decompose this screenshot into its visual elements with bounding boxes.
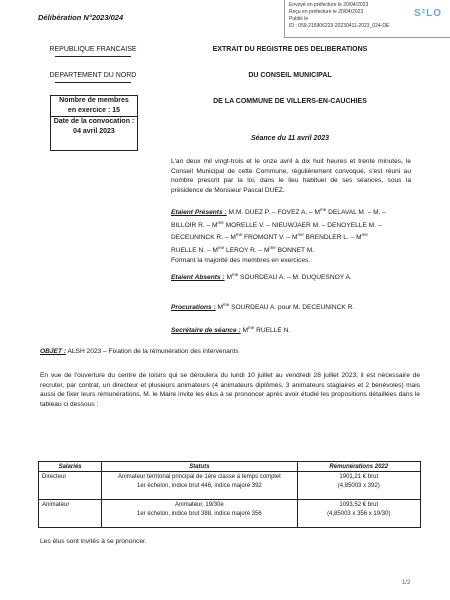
presents-majorite: Formant la majorité des membres en exercices. xyxy=(171,256,311,264)
objet-label: OBJET : xyxy=(40,348,67,355)
intro-paragraph: L'an deux mil vingt-trois et le onze avril à dix huit heures et trente minutes, le Conseil Municipal de cette Commune, régulièrement convoqué, s'est réuni au nombre prescrit par la loi, dans le lieu habituel de ses séances, sous la présidence de Monsieur Pascal DUEZ. xyxy=(171,158,411,194)
body-paragraph: En vue de l'ouverture du centre de loisirs qui se déroulera du lundi 10 juillet au vendredi 28 juillet 2023, il est nécessaire de recruter, par contrat, un directeur et plusieurs animateurs (4 animateurs diplômés, 3 animateurs stagiaires et 2 bénévoles) mais aussi de fixer leurs rémunérations. M. le Maire invite les élus à se prononcer après avoir étudié les propositions détaillées dans le tableau ci dessous : xyxy=(40,372,420,408)
s2lo-logo: S²LO xyxy=(414,8,442,19)
procurations-line: Procurations : $M^{me}$ SOURDEAU A. pour M. DECEUNINCK R. xyxy=(171,302,355,312)
seance-date: Séance du 11 avril 2023 xyxy=(250,135,330,142)
page-number: 1/2 xyxy=(402,580,411,586)
remuneration-cell: 1093,52 € brut (4,85003 x 356 x 19/30) xyxy=(297,500,420,528)
departement-label: DEPARTEMENT DU NORD xyxy=(49,72,137,79)
presents-line: DECEUNINCK R. – M xyxy=(171,234,236,242)
procurations-label: Procurations : xyxy=(171,304,216,312)
absents-label: Etaient Absents : xyxy=(171,274,225,282)
table-header: Rémunérations 2022 xyxy=(297,462,420,472)
membres-label: Nombre de membres xyxy=(59,97,129,104)
stamp-line: Publié le xyxy=(289,16,309,22)
statut-cell: Animateur, 19/30e 1er échelon, indice brut 388, indice majoré 356 xyxy=(102,500,297,528)
convocation-date: 04 avril 2023 xyxy=(73,128,115,135)
membres-exercice: en exercice : 15 xyxy=(67,107,121,114)
salarie-cell: Animateur xyxy=(39,500,102,528)
secretaire-label: Secrétaire de séance : xyxy=(171,327,241,335)
statut-cell: Animateur territorial principal de 1ère classe à temps complet 1er échelon, indice brut 446, indice majoré 392 xyxy=(102,472,297,500)
secretaire-line: Secrétaire de séance : $M^{me}$ RUELLE N. xyxy=(171,325,291,335)
objet-text: ALSH 2023 – Fixation de la rémunération des intervenants xyxy=(66,348,239,355)
conseil-title: DU CONSEIL MUNICIPAL xyxy=(248,72,332,79)
presents-block: Etaient Présents : M.M. DUEZ P. – FOVEZ A. – $M^{me}$ DELAVAL M. – M. – BILLOIR R. – $M^{me}$ MORELLE V. – NIEUWJAER M. – DENOYELLE M. – DECEUNINCK R. – $M^{me}$ FROMONT V. – $M^{me}$ BRENDLER L. – $M^{me}$ RUELLE N. – $M^{me}$ LEROY R. – $M^{me}$ BONNET M. Formant la majorité des membres en exercices. xyxy=(171,205,416,265)
membres-box xyxy=(50,95,138,151)
divider xyxy=(55,56,131,57)
presents-line: RUELLE N. – M xyxy=(171,247,218,255)
deliberation-number: Délibération N°2023/024 xyxy=(38,13,124,22)
objet-line xyxy=(40,347,420,357)
extrait-title: EXTRAIT DU REGISTRE DES DELIBERATIONS xyxy=(212,46,368,53)
stamp-line: Reçu en préfecture le 20/04/2023 xyxy=(289,9,364,15)
stamp-line: Envoyé en préfecture le 20/04/2023 xyxy=(289,2,369,8)
prefecture-stamp xyxy=(284,0,450,38)
salarie-cell: Directeur xyxy=(39,472,102,500)
republique-label: REPUBLIQUE FRANCAISE xyxy=(49,46,137,53)
presents-line: M.M. DUEZ P. – FOVEZ A. – M xyxy=(228,209,321,217)
presents-label: Etaient Présents : xyxy=(171,209,227,217)
presents-line: BILLOIR R. – M xyxy=(171,221,218,229)
commune-title: DE LA COMMUNE DE VILLERS-EN-CAUCHIES xyxy=(213,98,367,105)
table-header: Statuts xyxy=(102,462,297,472)
remuneration-table xyxy=(38,461,421,528)
convocation-label: Date de la convocation : xyxy=(53,118,135,125)
closing-sentence: Les élus sont invités à se prononcer. xyxy=(40,538,147,545)
absents-line: Etaient Absents : $M^{me}$ SOURDEAU A. – M. DUQUESNOY A. xyxy=(171,272,352,282)
divider xyxy=(55,82,131,83)
table-header: Salariés xyxy=(39,462,102,472)
stamp-line: ID : 059-215906223-20230411-2023_024-DE xyxy=(289,23,390,29)
remuneration-cell: 1901,21 € brut (4,85003 x 392) xyxy=(297,472,420,500)
table-row xyxy=(39,500,421,528)
table-row xyxy=(39,472,421,500)
